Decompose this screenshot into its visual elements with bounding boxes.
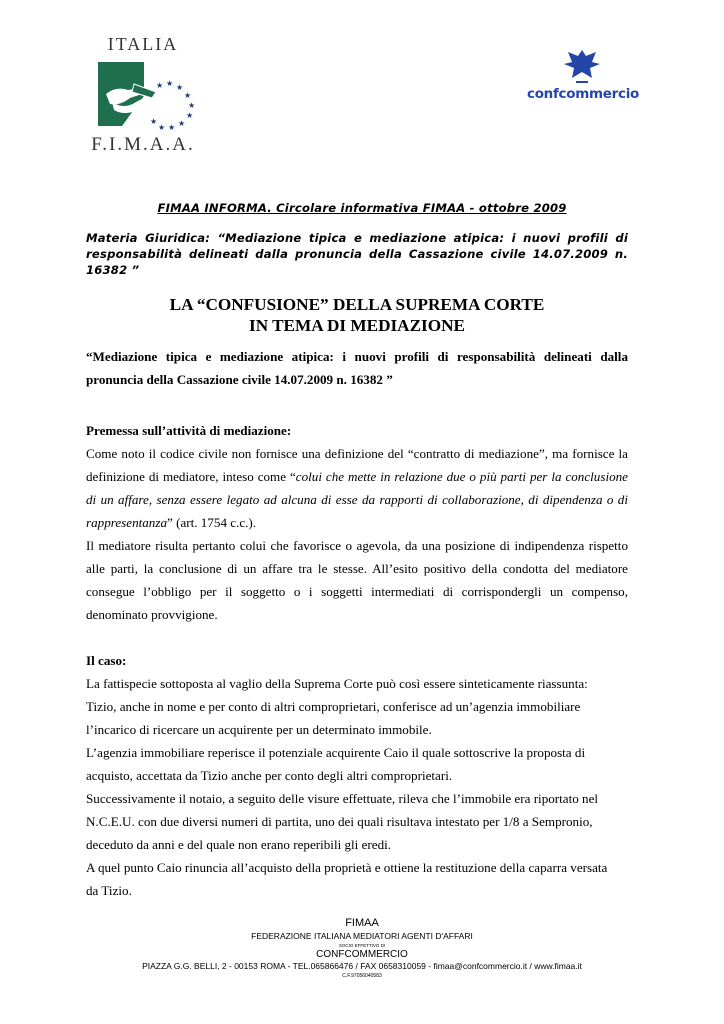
legal-subject-heading: Materia Giuridica: “Mediazione tipica e mediazione atipica: i nuovi profili di responsabilità delineati dalla pronuncia della Cassazione civile 14.07.2009 n. 16382 ” xyxy=(86,231,628,277)
caso-line: da Tizio. xyxy=(86,883,132,898)
premessa-paragraph-2: Il mediatore risulta pertanto colui che favorisce o agevola, da una posizione di indipendenza rispetto alle parti, la conclusione di un affare tra le stesse. All’esito positivo della condotta del mediatore consegue l’obbligo per il soggetto o i soggetti intermediati di corrispondergli un compenso, denominato provvigione. xyxy=(86,538,628,622)
premessa-paragraph-1: Come noto il codice civile non fornisce una definizione del “contratto di mediazione”, ma fornisce la definizione di mediatore, inteso come “colui che mette in relazione due o più parti per la conclusione di un affare, senza essere legato ad alcuna di esse da rapporti di collaborazione, di dipendenza o di rappresentanza” (art. 1754 c.c.). xyxy=(86,446,628,530)
svg-text:★: ★ xyxy=(176,83,184,92)
premessa-heading: Premessa sull’attività di mediazione: xyxy=(86,423,292,438)
page-title xyxy=(86,294,628,336)
caso-line: Successivamente il notaio, a seguito delle visure effettuate, rileva che l’immobile era riportato nel xyxy=(86,791,599,806)
subtitle: “Mediazione tipica e mediazione atipica: i nuovi profili di responsabilità delineati dalla pronuncia della Cassazione civile 14.07.2009 n. 16382 ” xyxy=(86,349,628,387)
svg-text:★: ★ xyxy=(150,117,158,126)
footer-contacts: PIAZZA G.G. BELLI, 2 - 00153 ROMA - TEL.065866476 / FAX 0658310059 - fimaa@confcommercio.it / www.fimaa.it xyxy=(142,961,582,971)
confcommercio-logo-text: confcommercio xyxy=(527,86,639,102)
caso-line: L’agenzia immobiliare reperisce il potenziale acquirente Caio il quale sottoscrive la proposta di xyxy=(86,745,586,760)
caso-line: A quel punto Caio rinuncia all’acquisto della proprietà e ottiene la restituzione della caparra versata xyxy=(86,860,608,875)
svg-text:★: ★ xyxy=(168,123,176,132)
svg-text:★: ★ xyxy=(166,79,174,88)
caso-line: l’incarico di ricercare un acquirente per un determinato immobile. xyxy=(86,722,432,737)
fimaa-logo xyxy=(84,30,202,165)
svg-text:★: ★ xyxy=(158,123,166,132)
caso-line: acquisto, accettata da Tizio anche per conto degli altri comproprietari. xyxy=(86,768,453,783)
caso-line: La fattispecie sottoposta al vaglio della Suprema Corte può così essere sinteticamente riassunta: xyxy=(86,676,588,691)
svg-text:★: ★ xyxy=(186,111,194,120)
fimaa-logo-top-text: ITALIA xyxy=(107,34,179,54)
footer-federation: FEDERAZIONE ITALIANA MEDIATORI AGENTI D'AFFARI xyxy=(251,931,473,941)
footer-member: SOCIO EFFETTIVO DI xyxy=(338,943,386,948)
confcommercio-logo xyxy=(516,46,650,110)
circular-heading: FIMAA INFORMA. Circolare informativa FIMAA - ottobre 2009 xyxy=(157,201,567,215)
caso-section xyxy=(86,649,628,902)
footer-org: FIMAA xyxy=(345,917,379,929)
premessa-section xyxy=(86,419,628,626)
title-line-2: IN TEMA DI MEDIAZIONE xyxy=(249,316,465,335)
svg-text:★: ★ xyxy=(156,81,164,90)
footer-confcommercio: CONFCOMMERCIO xyxy=(316,949,408,960)
definition-quote: colui che mette in relazione due o più parti per la conclusione di un affare, senza essere legato ad alcuna di esse da rapporti di collaborazione, di dipendenza o di rappresentanza xyxy=(86,469,628,530)
eagle-icon xyxy=(562,48,602,84)
svg-text:★: ★ xyxy=(178,119,186,128)
caso-line: N.C.E.U. con due diversi numeri di partita, uno dei quali risultava intestato per 1/8 a Sempronio, xyxy=(86,814,593,829)
caso-line: deceduto da anni e del quale non erano reperibili gli eredi. xyxy=(86,837,392,852)
svg-text:★: ★ xyxy=(188,101,196,110)
footer-fiscal-code: C.F.97056040583 xyxy=(342,973,382,979)
title-line-1: LA “CONFUSIONE” DELLA SUPREMA CORTE xyxy=(169,295,545,314)
svg-text:★: ★ xyxy=(184,91,192,100)
fimaa-logo-bottom-text: F.I.M.A.A. xyxy=(91,134,195,155)
handshake-stars-icon xyxy=(94,58,198,132)
caso-line: Tizio, anche in nome e per conto di altri comproprietari, conferisce ad un’agenzia immobiliare xyxy=(86,699,581,714)
caso-heading: Il caso: xyxy=(86,653,127,668)
